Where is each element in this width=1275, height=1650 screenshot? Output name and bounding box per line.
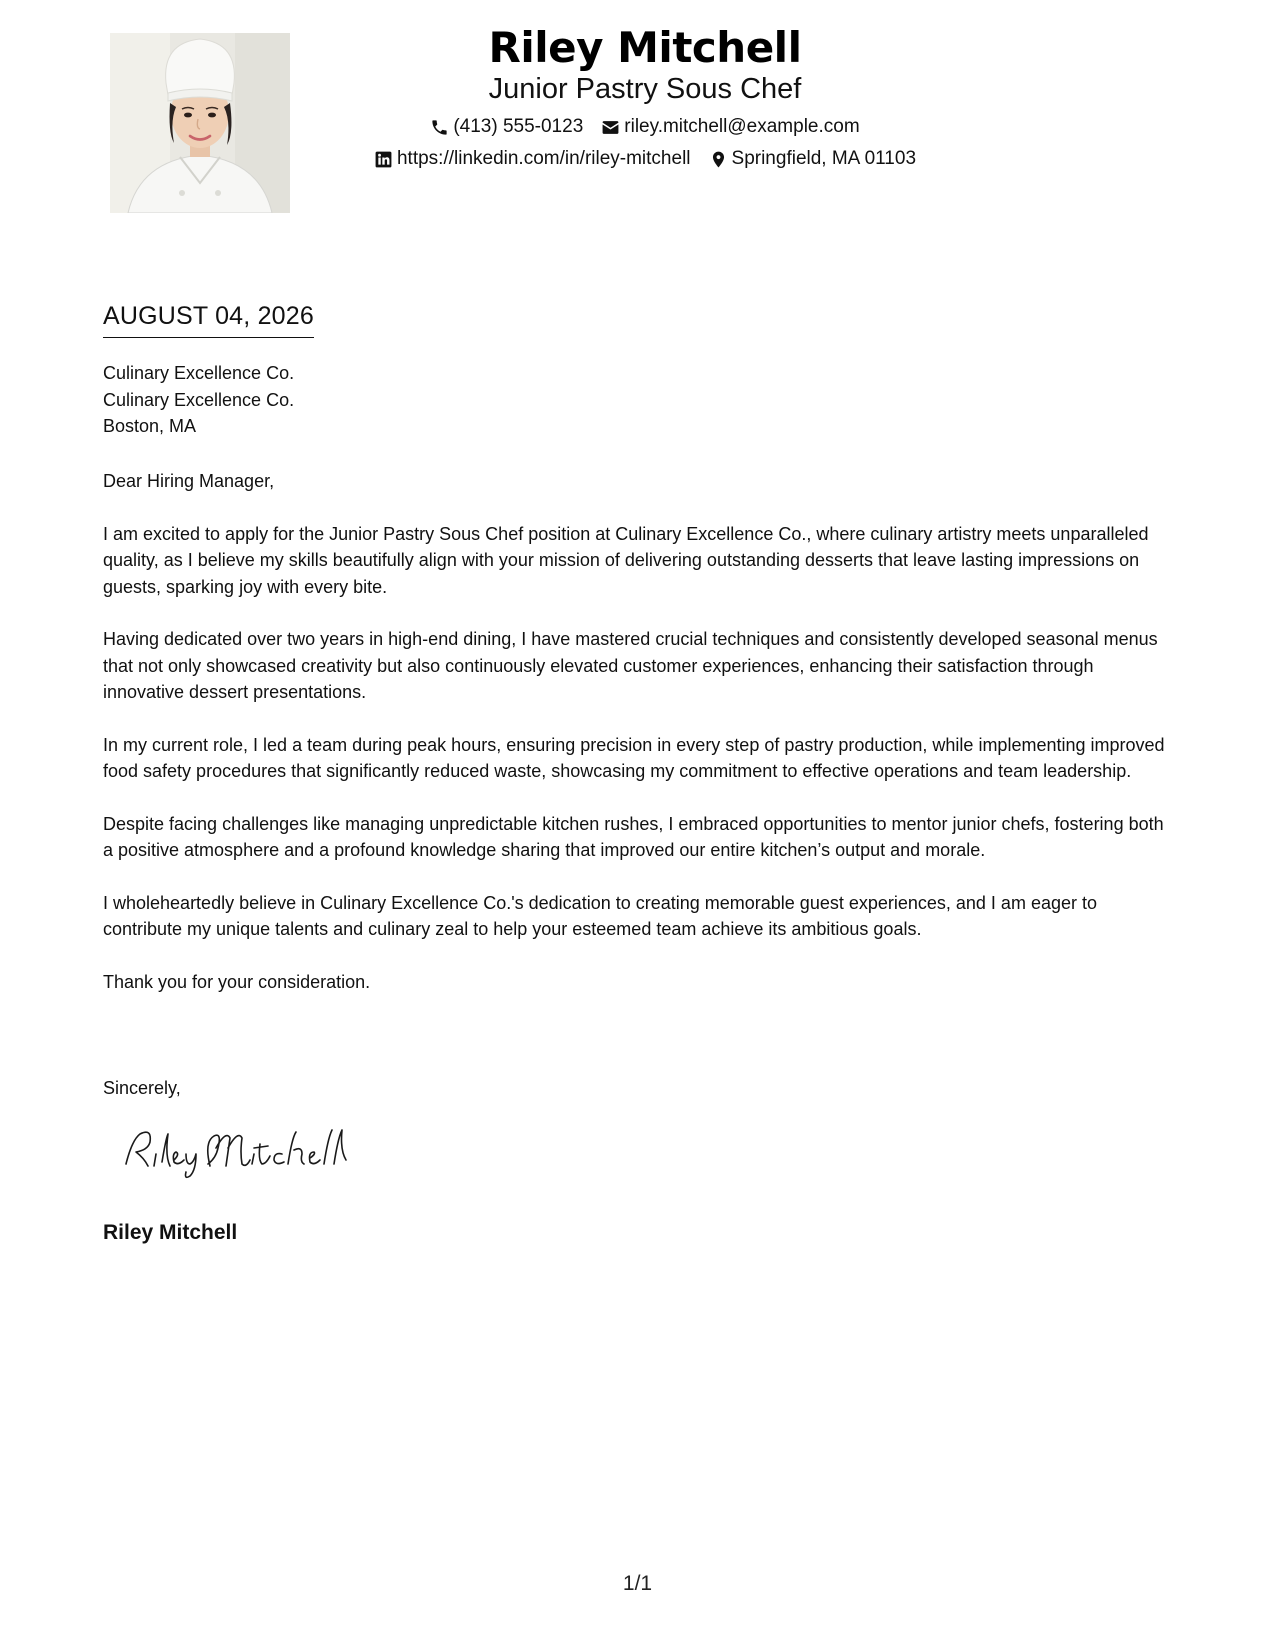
signer-name: Riley Mitchell bbox=[103, 1221, 238, 1244]
profile-photo bbox=[110, 33, 290, 213]
email-address[interactable]: riley.mitchell@example.com bbox=[624, 116, 860, 137]
linkedin-url[interactable]: https://linkedin.com/in/riley-mitchell bbox=[396, 148, 691, 169]
signature-image bbox=[118, 1120, 358, 1180]
salutation: Dear Hiring Manager, bbox=[103, 471, 275, 491]
letter-header bbox=[330, 22, 960, 171]
phone-contact bbox=[430, 115, 583, 139]
location-text: Springfield, MA 01103 bbox=[731, 148, 917, 169]
recipient-block bbox=[103, 360, 294, 440]
recipient-line: Culinary Excellence Co. bbox=[103, 363, 295, 383]
closing-line: Sincerely, bbox=[103, 1078, 181, 1098]
body-paragraph: I am excited to apply for the Junior Pastry Sous Chef position at Culinary Excellence Co., where culinary artistry meets unparalleled quality, as I believe my skills beautifully align with your mission of delivering outstanding desserts that leave lasting impressions on guests, sparking joy with every bite. bbox=[103, 523, 1149, 597]
map-pin-icon bbox=[709, 150, 728, 169]
letter-body bbox=[103, 468, 1178, 1021]
applicant-title: Junior Pastry Sous Chef bbox=[488, 73, 802, 105]
recipient-line: Culinary Excellence Co. bbox=[103, 389, 295, 410]
email-contact[interactable] bbox=[601, 115, 859, 139]
handwritten-signature bbox=[118, 1120, 358, 1180]
body-paragraph: I wholeheartedly believe in Culinary Excellence Co.'s dedication to creating memorable guest experiences, and I am eager to contribute my unique talents and culinary zeal to help your esteemed team achieve its ambitious goals. bbox=[103, 892, 1097, 939]
contact-row-primary bbox=[330, 115, 960, 139]
chef-portrait-illustration bbox=[110, 33, 290, 213]
page-number: 1/1 bbox=[622, 1572, 653, 1595]
body-paragraph: Despite facing challenges like managing unpredictable kitchen rushes, I embraced opportunities to mentor junior chefs, fostering both a positive atmosphere and a profound knowledge sharing that improved our entire kitchen’s output and morale. bbox=[103, 813, 1164, 860]
contact-row-secondary bbox=[330, 147, 960, 171]
applicant-name: Riley Mitchell bbox=[488, 23, 802, 72]
letter-date: AUGUST 04, 2026 bbox=[103, 300, 314, 338]
phone-number: (413) 555-0123 bbox=[453, 116, 584, 137]
body-paragraph: Having dedicated over two years in high-end dining, I have mastered crucial techniques and consistently developed seasonal menus that not only showcased creativity but also continuously elevated customer experiences, enhancing their satisfaction through innovative dessert presentations. bbox=[103, 629, 1158, 702]
linkedin-contact[interactable] bbox=[374, 147, 691, 171]
location-contact bbox=[709, 147, 917, 171]
phone-icon bbox=[430, 118, 449, 137]
thank-you-line: Thank you for your consideration. bbox=[103, 971, 371, 992]
envelope-icon bbox=[601, 118, 620, 137]
linkedin-icon bbox=[374, 150, 393, 169]
recipient-line: Boston, MA bbox=[103, 416, 197, 436]
body-paragraph: In my current role, I led a team during peak hours, ensuring precision in every step of pastry production, while implementing improved food safety procedures that significantly reduced waste, showcasing my commitment to effective operations and team leadership. bbox=[103, 734, 1165, 781]
